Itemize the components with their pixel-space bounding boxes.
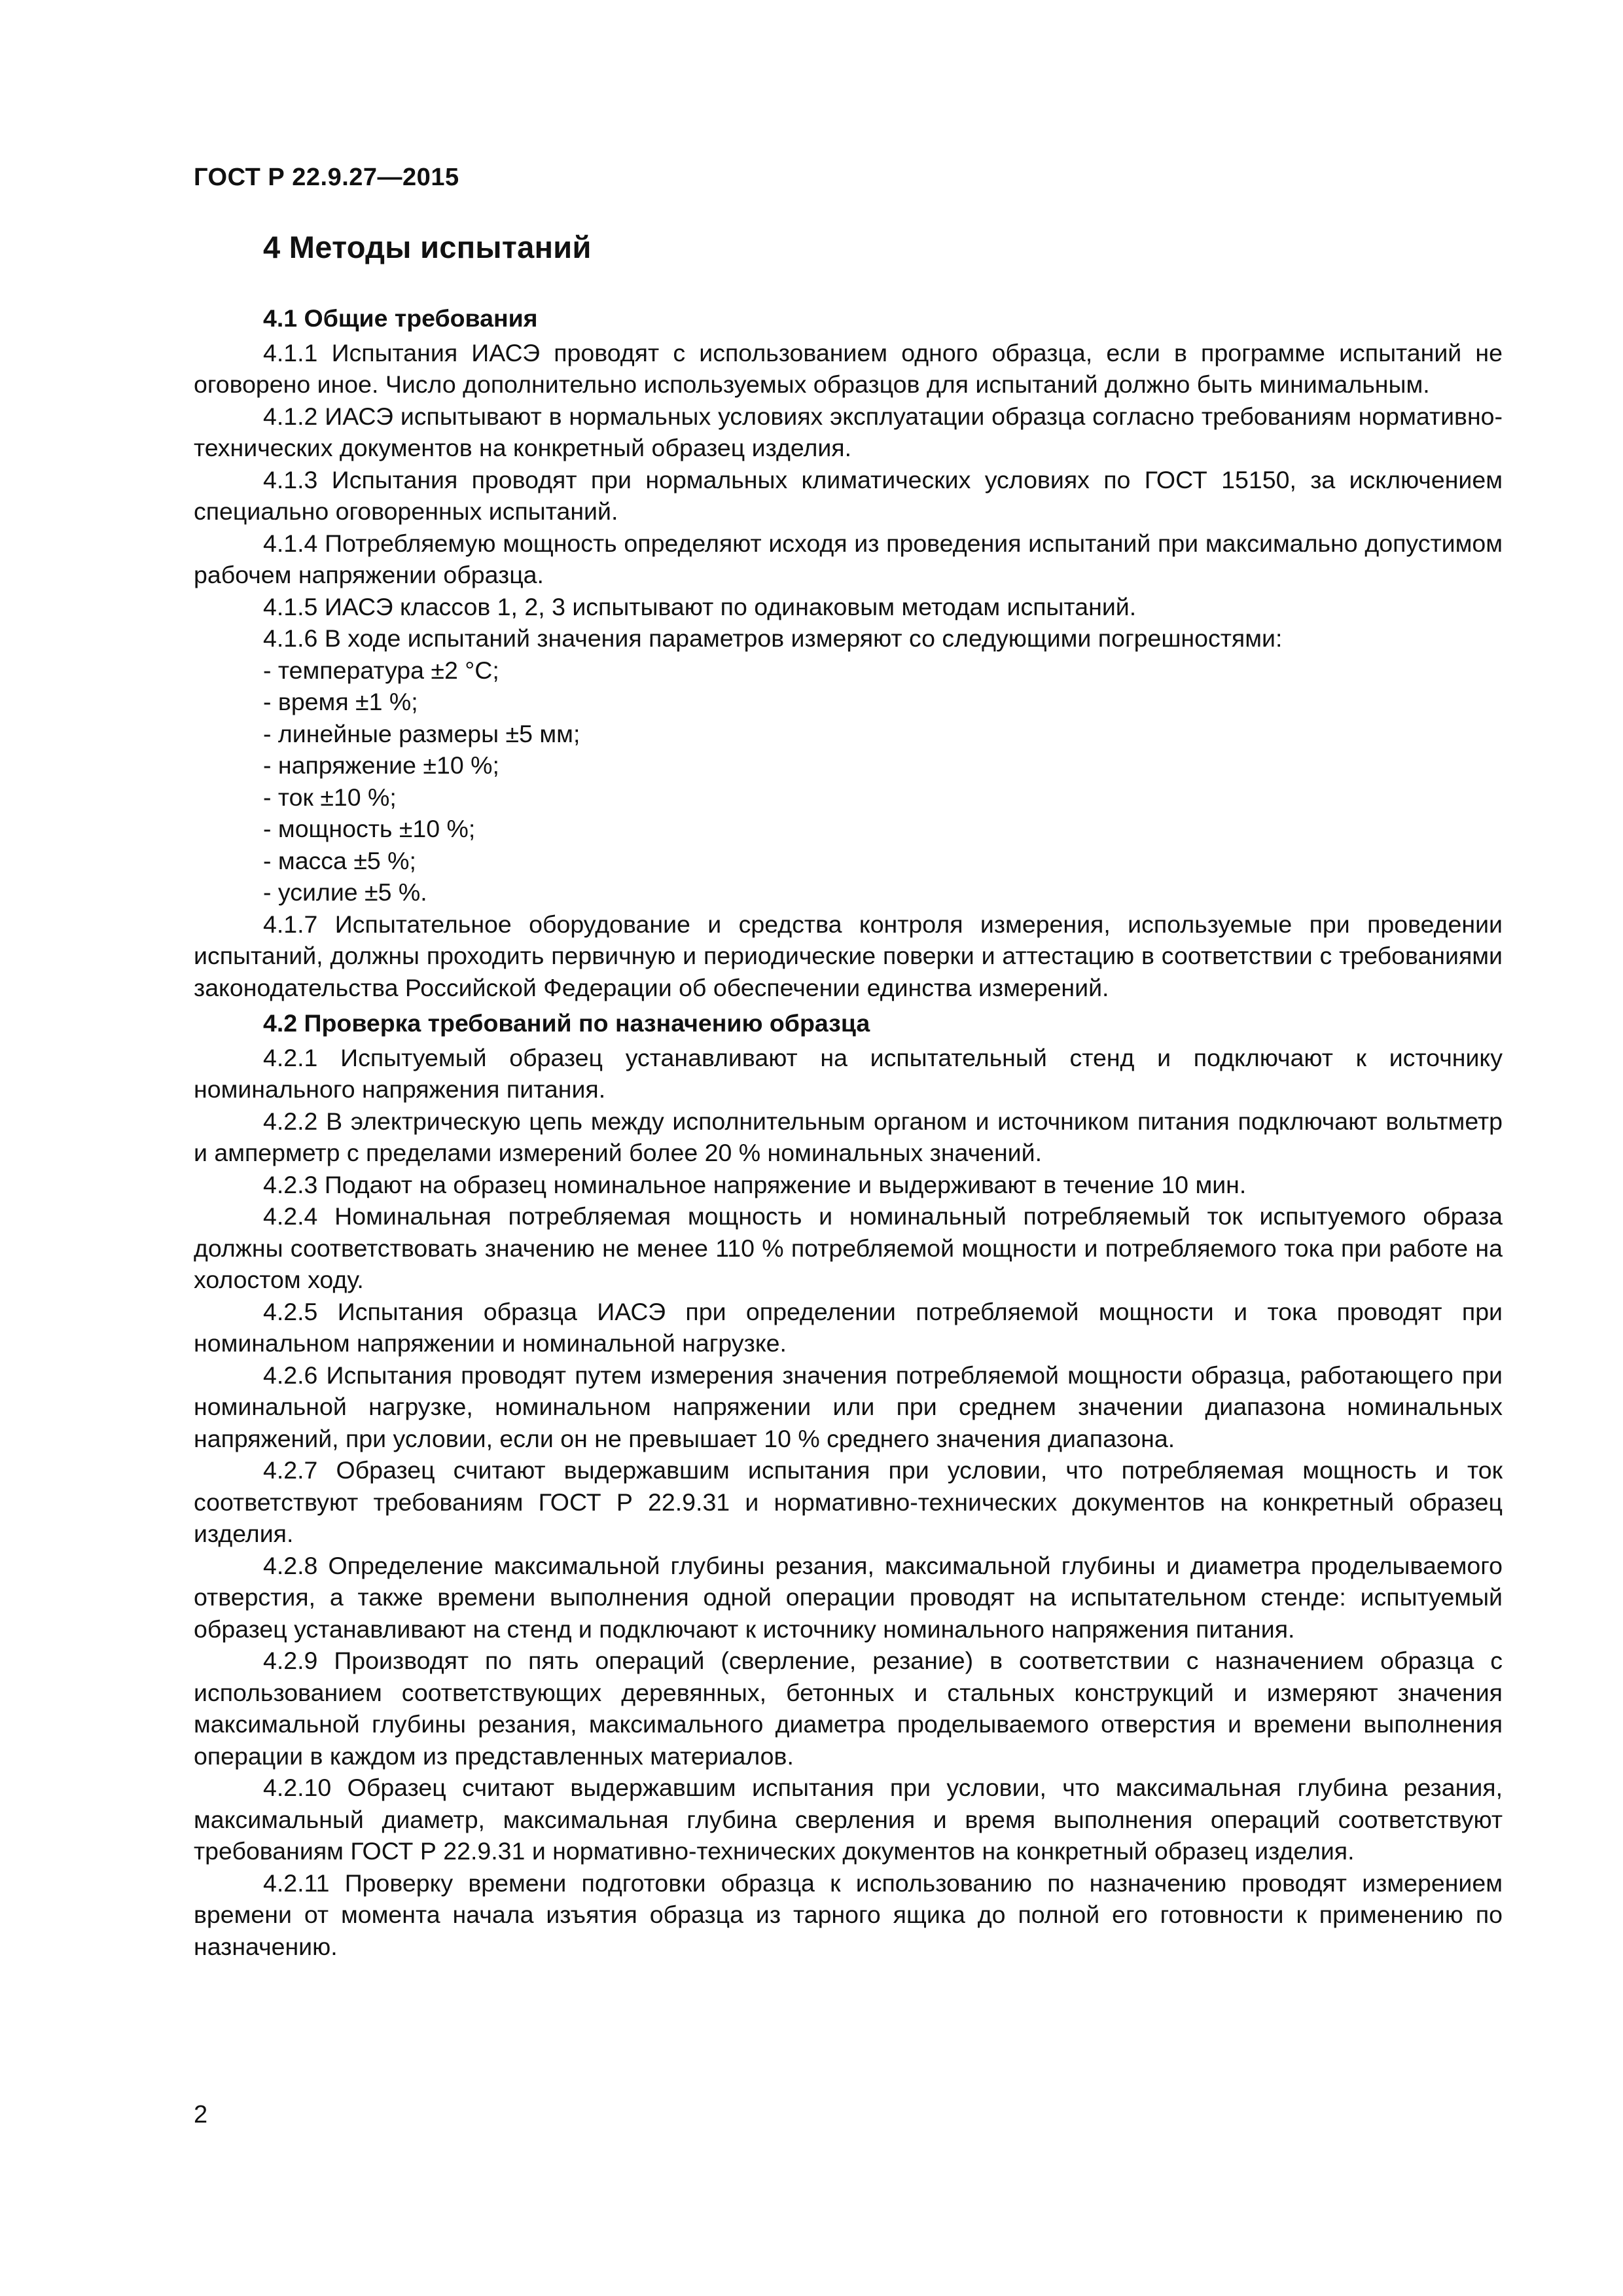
paragraph-4-2-10: 4.2.10 Образец считают выдержавшим испытания при условии, что максимальная глубина резания, максимальный диаметр, максимальная глубина сверления и время выполнения операций соответствуют требованиям ГОСТ Р 22.9.31 и нормативно-технических документов на конкретный образец изделия. bbox=[194, 1774, 1503, 1865]
paragraph-4-2-2: 4.2.2 В электрическую цепь между исполнительным органом и источником питания подключают вольтметр и амперметр с пределами измерений более 20 % номинальных значений. bbox=[194, 1107, 1503, 1166]
list-item: - линейные размеры ±5 мм; bbox=[263, 719, 580, 747]
list-item: - время ±1 %; bbox=[263, 688, 418, 715]
list-item: - напряжение ±10 %; bbox=[263, 751, 499, 779]
list-item: - температура ±2 °С; bbox=[263, 656, 499, 684]
subsection-title-4-1: 4.1 Общие требования bbox=[263, 304, 538, 332]
document-body bbox=[194, 302, 1503, 1962]
paragraph-4-1-6: 4.1.6 В ходе испытаний значения параметров измеряют со следующими погрешностями: bbox=[263, 624, 1283, 652]
paragraph-4-1-2: 4.1.2 ИАСЭ испытывают в нормальных условиях эксплуатации образца согласно требованиям нормативно-технических документов на конкретный образец изделия. bbox=[194, 402, 1503, 461]
paragraph-4-1-7: 4.1.7 Испытательное оборудование и средства контроля измерения, используемые при проведении испытаний, должны проходить первичную и периодические поверки и аттестацию в соответствии с требованиями законодательства Российской Федерации об обеспечении единства измерений. bbox=[194, 910, 1503, 1001]
section-title: 4 Методы испытаний bbox=[263, 230, 592, 264]
paragraph-4-2-4: 4.2.4 Номинальная потребляемая мощность и номинальный потребляемый ток испытуемого образа должны соответствовать значению не менее 110 % потребляемой мощности и потребляемого тока при работе на холостом ходу. bbox=[194, 1202, 1503, 1293]
list-item: - усилие ±5 %. bbox=[263, 878, 427, 906]
paragraph-4-2-7: 4.2.7 Образец считают выдержавшим испытания при условии, что потребляемая мощность и ток соответствуют требованиям ГОСТ Р 22.9.31 и нормативно-технических документов на конкретный образец изделия. bbox=[194, 1456, 1503, 1547]
paragraph-4-2-1: 4.2.1 Испытуемый образец устанавливают на испытательный стенд и подключают к источнику номинального напряжения питания. bbox=[194, 1043, 1503, 1103]
paragraph-4-2-9: 4.2.9 Производят по пять операций (сверление, резание) в соответствии с назначением образца с использованием соответствующих деревянных, бетонных и стальных конструкций и измеряют значения максимальной глубины резания, максимального диаметра проделываемого отверстия и времени выполнения операции в каждом из представленных материалов. bbox=[194, 1647, 1503, 1770]
paragraph-4-2-3: 4.2.3 Подают на образец номинальное напряжение и выдерживают в течение 10 мин. bbox=[263, 1170, 1247, 1198]
list-item: - ток ±10 %; bbox=[263, 783, 397, 811]
paragraph-4-1-1: 4.1.1 Испытания ИАСЭ проводят с использованием одного образца, если в программе испытаний не оговорено иное. Число дополнительно используемых образцов для испытаний должно быть минимальным. bbox=[194, 338, 1503, 398]
tolerance-list bbox=[194, 655, 1503, 908]
list-item: - мощность ±10 %; bbox=[263, 815, 476, 842]
paragraph-4-1-4: 4.1.4 Потребляемую мощность определяют исходя из проведения испытаний при максимально допустимом рабочем напряжении образца. bbox=[194, 529, 1503, 588]
document-code-header: ГОСТ Р 22.9.27—2015 bbox=[194, 164, 459, 191]
paragraph-4-2-11: 4.2.11 Проверку времени подготовки образца к использованию по назначению проводят измерением времени от момента начала изъятия образца из тарного ящика до полной его готовности к применению по назначению. bbox=[194, 1869, 1503, 1960]
page-number: 2 bbox=[194, 2101, 208, 2128]
paragraph-4-2-6: 4.2.6 Испытания проводят путем измерения значения потребляемой мощности образца, работающего при номинальной нагрузке, номинальном напряжении или при среднем значении диапазона номинальных напряжений, при условии, если он не превышает 10 % среднего значения диапазона. bbox=[194, 1361, 1503, 1452]
paragraph-4-2-8: 4.2.8 Определение максимальной глубины резания, максимальной глубины и диаметра проделываемого отверстия, а также времени выполнения одной операции проводят на испытательном стенде: испытуемый образец устанавливают на стенд и подключают к источнику номинального напряжения питания. bbox=[194, 1551, 1503, 1643]
paragraph-4-1-3: 4.1.3 Испытания проводят при нормальных климатических условиях по ГОСТ 15150, за исключением специально оговоренных испытаний. bbox=[194, 465, 1503, 525]
paragraph-4-1-5: 4.1.5 ИАСЭ классов 1, 2, 3 испытывают по одинаковым методам испытаний. bbox=[263, 592, 1137, 620]
list-item: - масса ±5 %; bbox=[263, 846, 416, 874]
document-page bbox=[194, 0, 1503, 2296]
subsection-title-4-2: 4.2 Проверка требований по назначению образца bbox=[263, 1009, 870, 1037]
paragraph-4-2-5: 4.2.5 Испытания образца ИАСЭ при определении потребляемой мощности и тока проводят при номинальном напряжении и номинальной нагрузке. bbox=[194, 1297, 1503, 1357]
